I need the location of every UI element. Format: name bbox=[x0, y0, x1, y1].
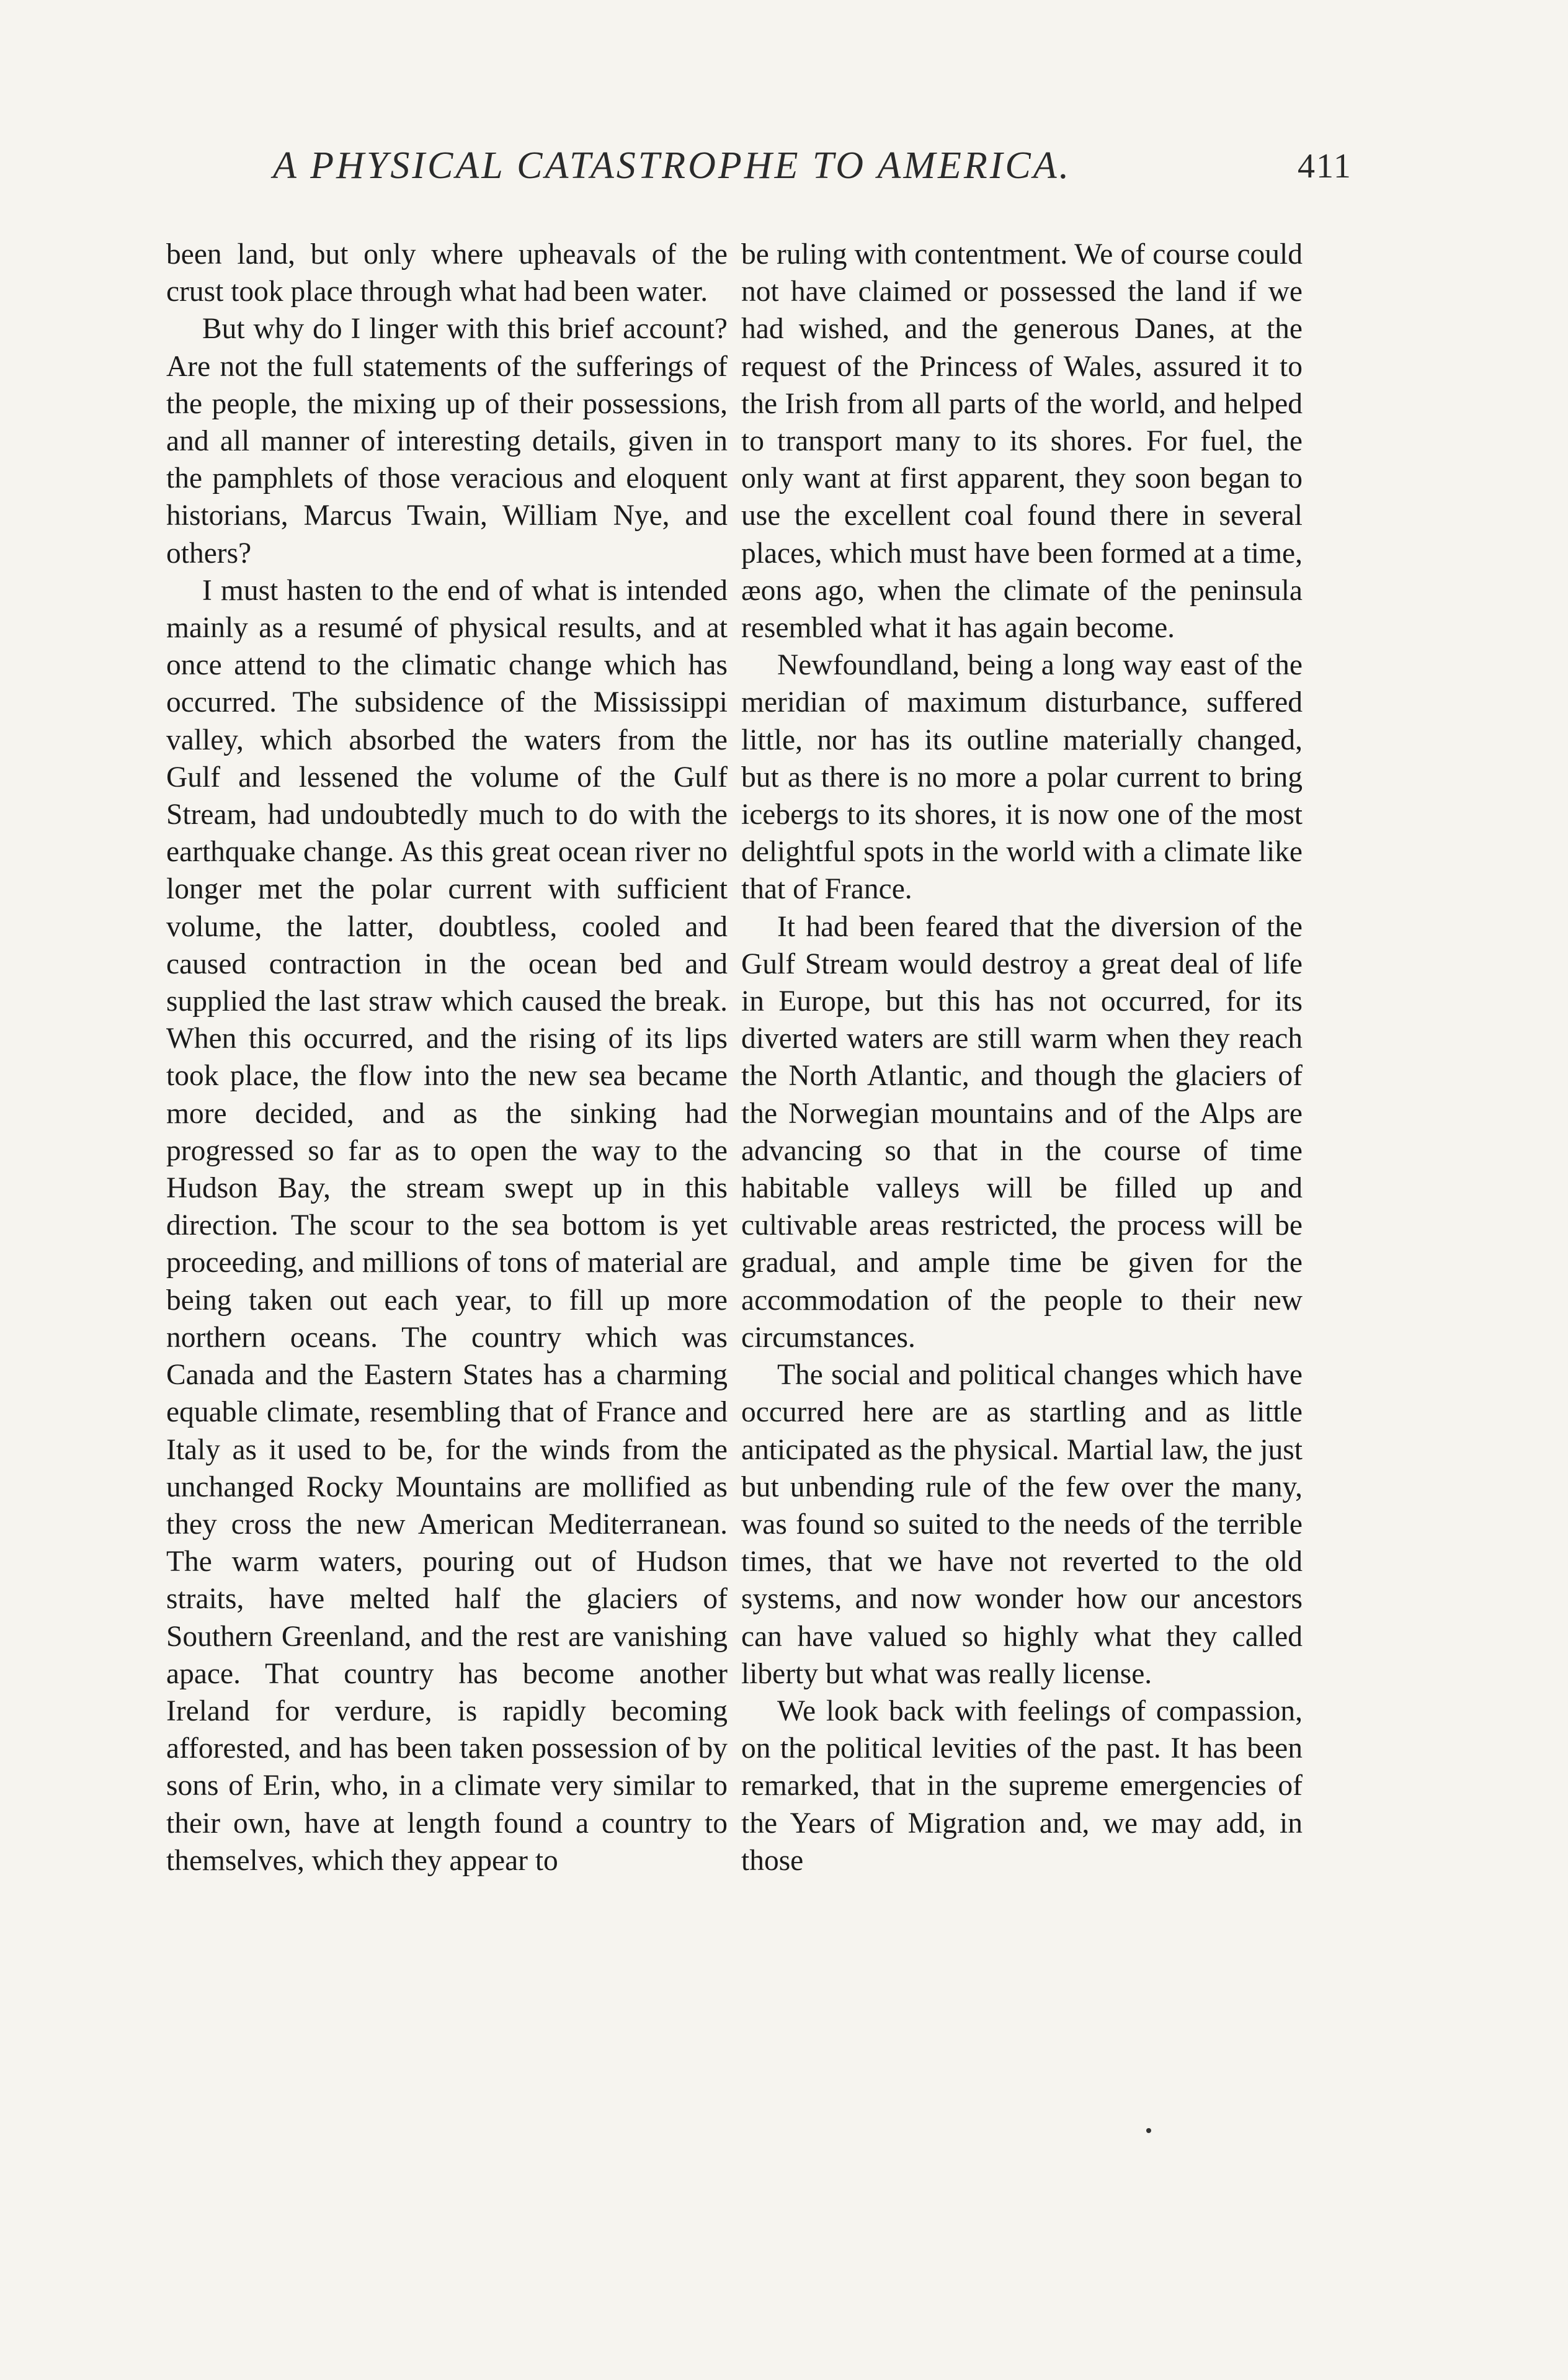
paragraph: But why do I linger with this brief account? Are not the full statements of the sufferings of the people, the mixing up of their possessions, and all manner of interesting details, given in the pamphlets of those veracious and eloquent historians, Marcus Twain, William Nye, and others? bbox=[166, 313, 728, 570]
paragraph: The social and political changes which have occurred here are as startling and as little anticipated as the physical. Martial law, the just but unbending rule of the few over the many, was found so suited to the needs of the terrible times, that we have not reverted to the old systems, and now wonder how our ancestors can have valued so highly what they called liberty but what was really license. bbox=[741, 1359, 1303, 1690]
ink-speck bbox=[1146, 2128, 1151, 2133]
paragraph: It had been feared that the diversion of the Gulf Stream would destroy a great deal of life in Europe, but this has not occurred, for its diverted waters are still warm when they reach the North Atlantic, and though the glaciers of the Norwegian mountains and of the Alps are advancing so that in the course of time habitable valleys will be filled up and cultivable areas restricted, the process will be gradual, and ample time be given for the accommodation of the people to their new circumstances. bbox=[741, 910, 1303, 1354]
paragraph: We look back with feelings of compassion, on the political levities of the past. It has been remarked, that in the supreme emergencies of the Years of Migration and, we may add, in those bbox=[741, 1694, 1303, 1877]
running-header bbox=[0, 144, 1568, 194]
paragraph: Newfoundland, being a long way east of the meridian of maximum disturbance, suffered little, nor has its outline materially changed, but as there is no more a polar current to bring icebergs to its shores, it is now one of the most delightful spots in the world with a climate like that of France. bbox=[741, 649, 1303, 906]
page-number: 411 bbox=[1298, 147, 1352, 186]
left-column bbox=[166, 236, 728, 1879]
paragraph: I must hasten to the end of what is intended mainly as a resumé of physical results, and at once attend to the climatic change which has occurred. The subsidence of the Mississippi valley, which absorbed the waters from the Gulf and lessened the volume of the Gulf Stream, had undoubtedly much to do with the earthquake change. As this great ocean river no longer met the polar current with sufficient volume, the latter, doubtless, cooled and caused contraction in the ocean bed and supplied the last straw which caused the break. When this occurred, and the rising of its lips took place, the flow into the new sea became more decided, and as the sinking had progressed so far as to open the way to the Hudson Bay, the stream swept up in this direction. The scour to the sea bottom is yet proceeding, and millions of tons of material are being taken out each year, to fill up more northern oceans. The country which was Canada and the Eastern States has a charming equable climate, resembling that of France and Italy as it used to be, for the winds from the unchanged Rocky Mountains are mollified as they cross the new American Mediterranean. The warm waters, pouring out of Hudson straits, have melted half the glaciers of Southern Greenland, and the rest are vanishing apace. That country has become another Ireland for verdure, is rapidly becoming afforested, and has been taken possession of by sons of Erin, who, in a climate very similar to their own, have at length found a country to themselves, which they appear to bbox=[166, 574, 728, 1877]
running-title: A PHYSICAL CATASTROPHE TO AMERICA. bbox=[273, 145, 1072, 187]
paragraph: been land, but only where upheavals of the crust took place through what had been water. bbox=[166, 238, 728, 308]
paragraph: be ruling with contentment. We of course could not have claimed or possessed the land if we had wished, and the generous Danes, at the request of the Princess of Wales, assured it to the Irish from all parts of the world, and helped to transport many to its shores. For fuel, the only want at first apparent, they soon began to use the excellent coal found there in several places, which must have been formed at a time, æons ago, when the climate of the peninsula resembled what it has again become. bbox=[741, 238, 1303, 645]
right-column bbox=[741, 236, 1303, 1879]
